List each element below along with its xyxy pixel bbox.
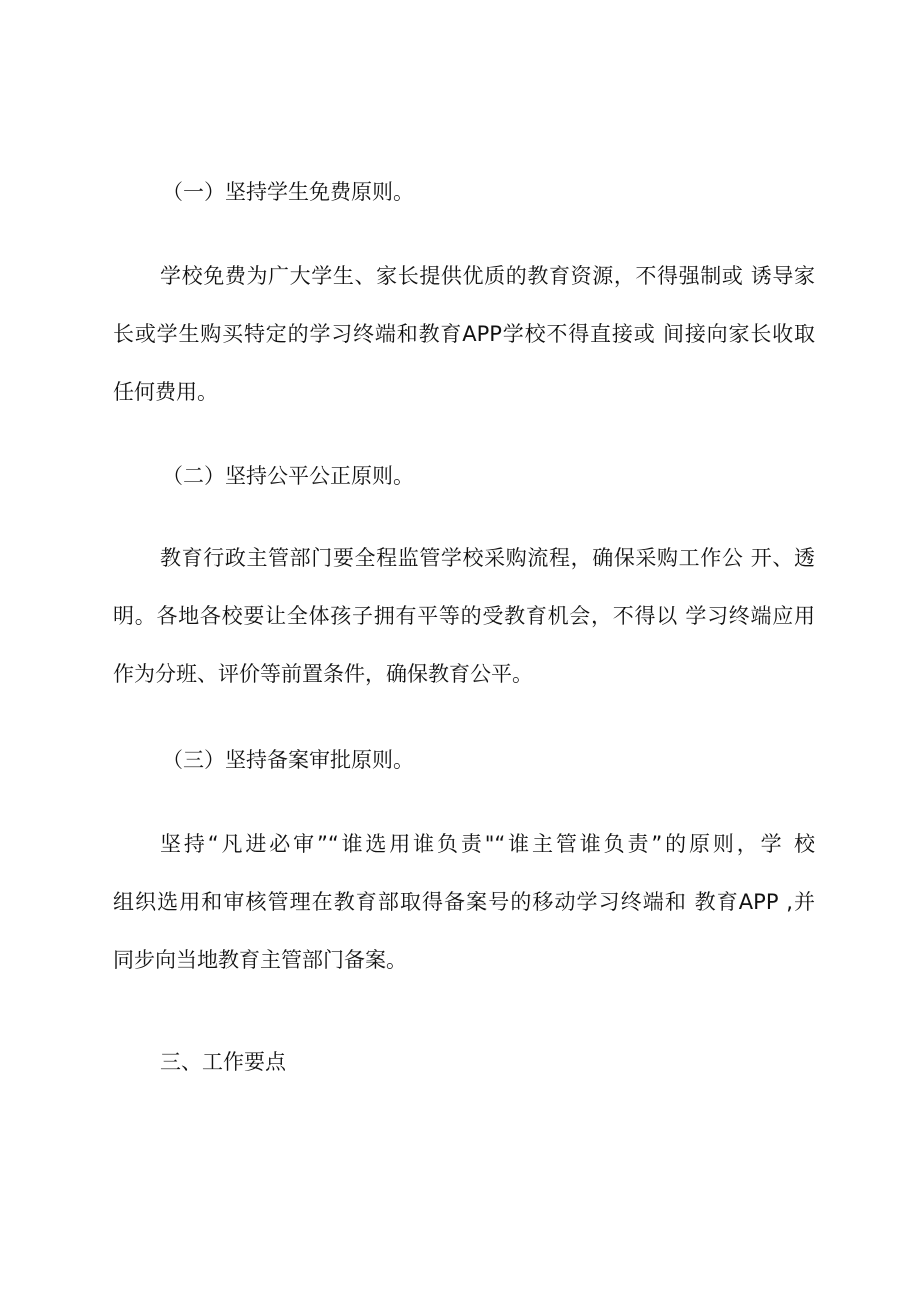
section-2-paragraph-line-1: 教育行政主管部门要全程监管学校采购流程，确保采购工作公 开、透	[160, 546, 815, 570]
section-1-heading: （一）坚持学生免费原则。	[162, 180, 414, 204]
section-1-paragraph-line-1: 学校免费为广大学生、家长提供优质的教育资源，不得强制或 诱导家	[160, 264, 815, 288]
section-3-paragraph-line-3: 同步向当地教育主管部门备案。	[113, 948, 407, 972]
section-4-heading: 三、工作要点	[160, 1050, 286, 1074]
section-2-paragraph-line-2: 明。各地各校要让全体孩子拥有平等的受教育机会，不得以 学习终端应用	[113, 604, 815, 628]
section-3-heading: （三）坚持备案审批原则。	[162, 748, 414, 772]
section-2-paragraph-line-3: 作为分班、评价等前置条件，确保教育公平。	[113, 662, 533, 686]
section-3-paragraph-line-2: 组织选用和审核管理在教育部取得备案号的移动学习终端和 教育APP ,并	[113, 890, 815, 914]
section-3-paragraph-line-1: 坚持“凡进必审”“谁选用谁负责"“谁主管谁负责”的原则，学 校	[160, 832, 815, 856]
section-1-paragraph-line-3: 任何费用。	[113, 380, 218, 404]
section-1-paragraph-line-2: 长或学生购买特定的学习终端和教育APP学校不得直接或 间接向家长收取	[113, 322, 815, 346]
section-2-heading: （二）坚持公平公正原则。	[162, 464, 414, 488]
